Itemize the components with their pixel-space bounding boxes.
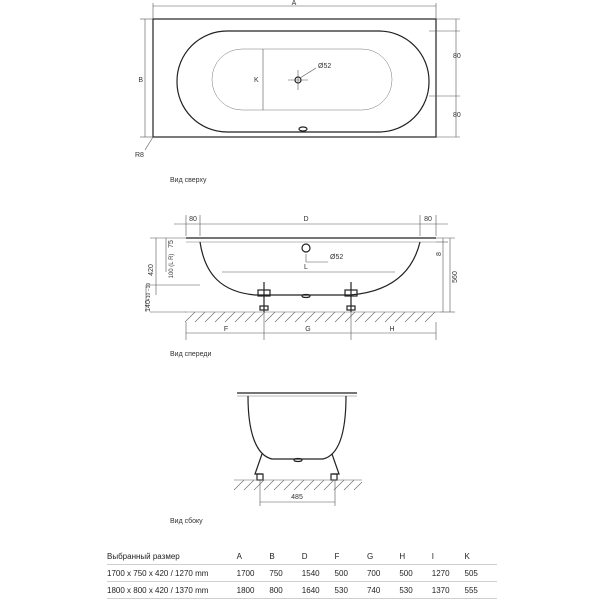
dimension-l-label: L [304,264,308,271]
side-leg-right [331,454,339,480]
value-f: 530 [335,582,367,599]
front-leg-left [258,282,270,312]
top-view [135,0,461,184]
front-drain-diameter-label: Ø52 [330,254,344,261]
side-view-caption: Вид сбоку [170,518,203,525]
side-tub-body [248,396,346,459]
value-k: 505 [465,565,497,582]
dimension-d-label: D [303,216,309,223]
height-420-label: 420 [148,264,155,276]
size-name: 1700 x 750 x 420 / 1270 mm [107,565,237,582]
size-name: 1800 x 800 x 420 / 1370 mm [107,582,237,599]
front-leg-right [345,282,357,312]
value-g: 700 [367,565,399,582]
value-b: 800 [269,582,301,599]
value-d: 1640 [302,582,335,599]
value-a: 1800 [237,582,270,599]
corner-radius-label: R8 [135,152,144,159]
dimension-f-label: F [223,326,229,333]
size-table [107,548,497,599]
table-row[interactable] [107,565,497,582]
value-d: 1540 [302,565,335,582]
offset-80-top-label: 80 [453,53,461,60]
value-h: 500 [399,565,431,582]
header-d: D [302,548,335,565]
side-leg-left [255,454,263,480]
top-view-caption: Вид сверху [170,177,207,184]
drain-diameter-label: Ø52 [318,63,332,70]
front-offset-80-right-label: 80 [424,216,432,223]
tub-rim-outline [153,19,436,137]
value-a: 1700 [237,565,270,582]
rim-8-label: 8 [436,252,443,256]
header-g: G [367,548,399,565]
dimension-b-label: B [138,77,143,84]
value-b: 750 [269,565,301,582]
header-f: F [335,548,367,565]
header-selected-size: Выбранный размер [107,548,237,565]
dimension-k-label: K [254,77,259,84]
header-b: B [269,548,301,565]
tub-inner-bowl [177,31,429,132]
value-k: 555 [465,582,497,599]
offset-80-bottom-label: 80 [453,112,461,119]
header-h: H [399,548,431,565]
height-100-label: 100 (L R) [169,253,175,279]
front-drain-symbol [302,244,310,252]
width-485-label: 485 [291,494,303,501]
height-75-label: 75 [168,240,175,248]
header-i: I [432,548,465,565]
front-offset-80-left-label: 80 [189,216,197,223]
header-a: A [237,548,270,565]
value-i: 1370 [432,582,465,599]
value-g: 740 [367,582,399,599]
tub-bottom-outline [212,49,392,110]
dimension-h-label: H [389,326,395,333]
value-f: 500 [335,565,367,582]
dimension-a-label: A [291,0,297,7]
front-view-caption: Вид спереди [170,351,212,358]
drain-symbol [288,68,316,90]
front-view [145,215,459,358]
dimension-g-label: G [305,326,311,333]
side-ground [234,480,362,490]
height-140-tolerance-label: +10 −10 [146,282,152,302]
height-560-label: 560 [452,271,459,283]
header-k: K [465,548,497,565]
side-view [170,393,362,525]
value-i: 1270 [432,565,465,582]
value-h: 530 [399,582,431,599]
size-table-header [107,548,497,565]
height-140-label: 140 [145,300,152,312]
overflow-symbol [299,127,307,131]
front-ground [185,312,440,322]
table-row[interactable] [107,582,497,599]
